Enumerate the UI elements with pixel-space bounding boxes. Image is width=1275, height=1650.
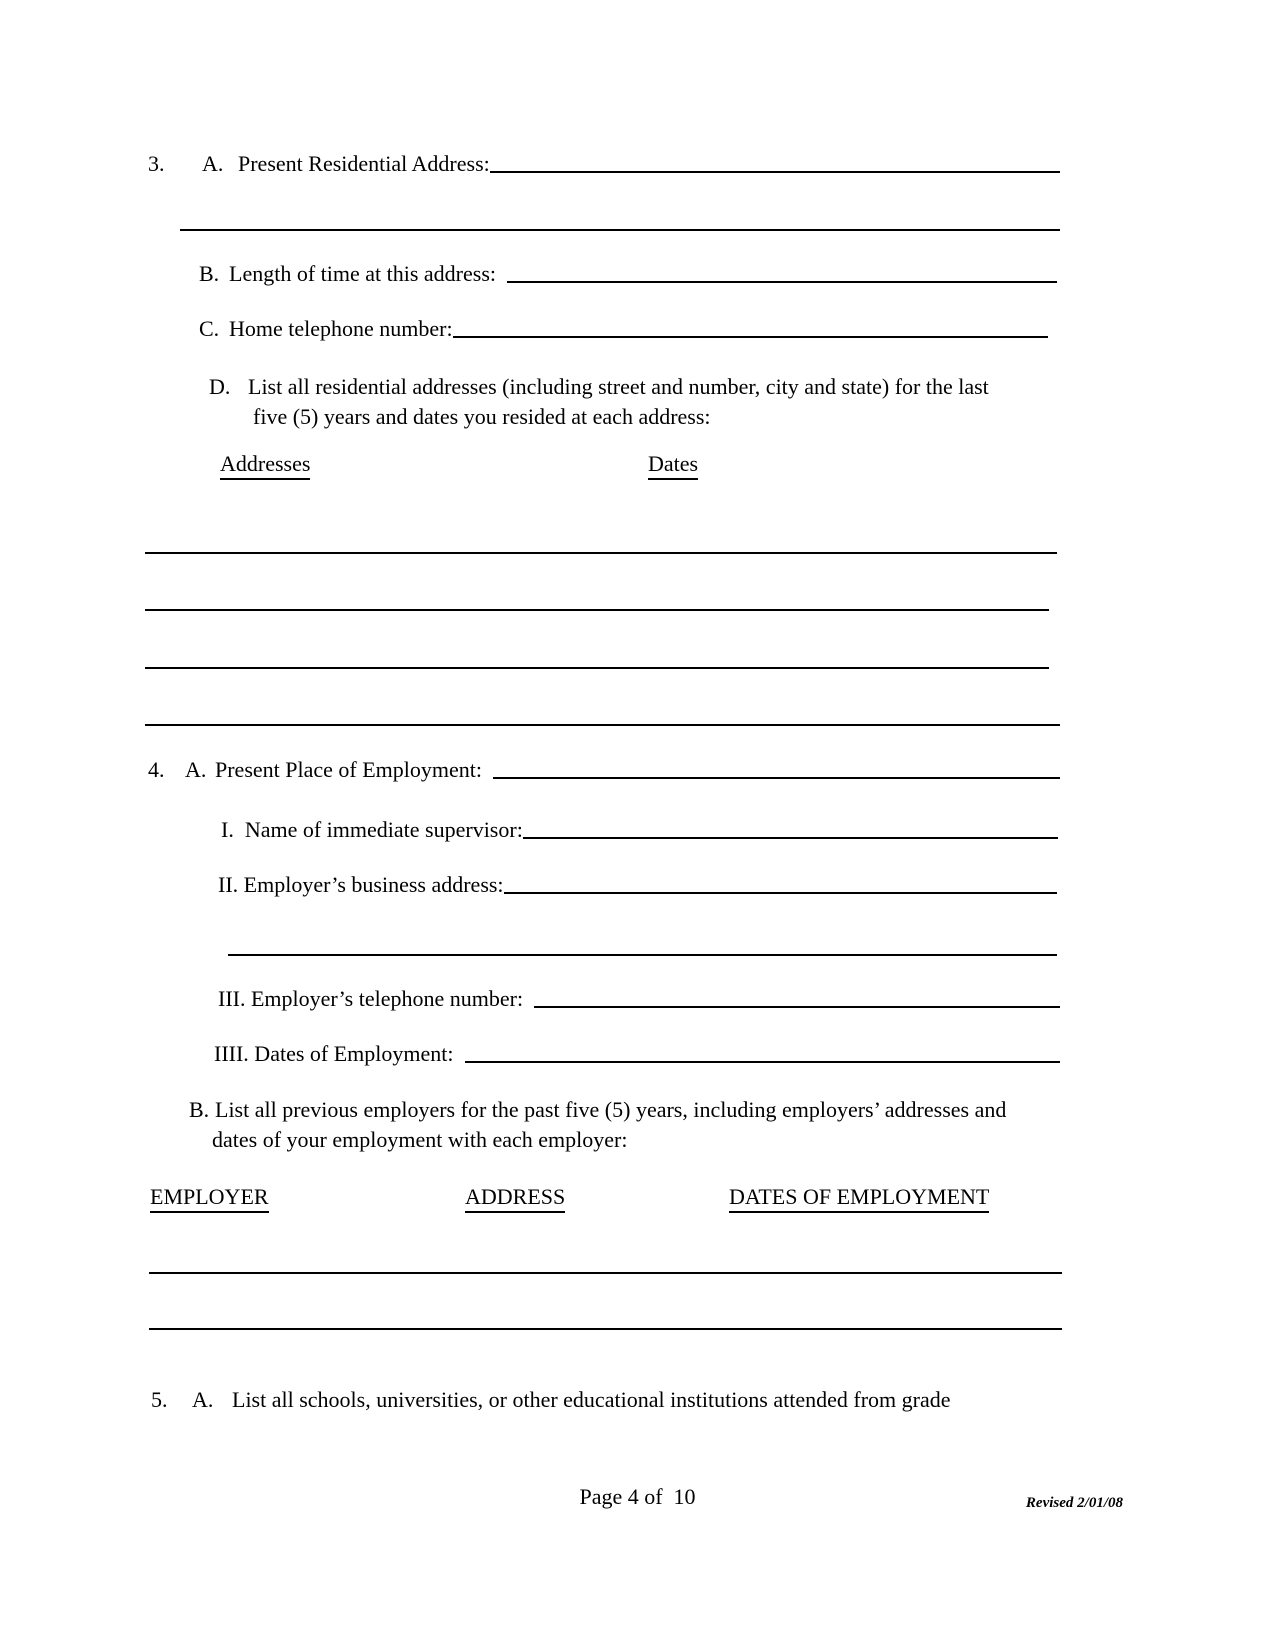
- question-3-number: 3.: [148, 151, 165, 176]
- address-column-header: [465, 1183, 565, 1213]
- question-5a-letter: A.: [192, 1387, 214, 1412]
- question-4a-ii-row: [218, 871, 1057, 899]
- employer-address-continuation-line[interactable]: [228, 954, 1057, 956]
- question-5a-row: [151, 1386, 951, 1414]
- addresses-column-header: [220, 450, 310, 480]
- question-4a-label: Present Place of Employment:: [215, 757, 493, 782]
- home-telephone-blank-line[interactable]: [453, 336, 1048, 338]
- question-4a-iiii-row: [214, 1040, 1060, 1068]
- question-4a-row: [148, 756, 1060, 784]
- question-3c-letter: C.: [199, 316, 220, 341]
- addresses-header-text: Addresses: [220, 450, 310, 480]
- question-4a-iiii-label: IIII. Dates of Employment:: [214, 1041, 465, 1066]
- revised-date-label: Revised 2/01/08: [1025, 1495, 1123, 1511]
- previous-employer-blank-line-2[interactable]: [149, 1328, 1062, 1330]
- employer-address-blank-line[interactable]: [504, 892, 1057, 894]
- question-4-number: 4.: [148, 757, 165, 782]
- employer-column-header: [150, 1183, 269, 1213]
- residential-address-blank-line-2[interactable]: [145, 609, 1049, 611]
- question-3a-letter: A.: [202, 151, 224, 176]
- question-3d-letter: D.: [209, 374, 231, 399]
- question-3d-text-line2: five (5) years and dates you resided at each address:: [253, 404, 711, 429]
- question-4b-text-line1: List all previous employers for the past five (5) years, including employers’ addresses and: [215, 1097, 1007, 1122]
- question-5-number: 5.: [151, 1387, 168, 1412]
- question-3c-row: [199, 315, 1048, 343]
- question-4b-letter: B.: [189, 1097, 210, 1122]
- supervisor-name-blank-line[interactable]: [523, 837, 1058, 839]
- question-5a-text: List all schools, universities, or other educational institutions attended from grade: [232, 1387, 951, 1412]
- question-4a-i-label: I. Name of immediate supervisor:: [221, 817, 523, 842]
- question-4a-ii-label: II. Employer’s business address:: [218, 872, 504, 897]
- question-3b-letter: B.: [199, 261, 220, 286]
- dates-column-header: [648, 450, 698, 480]
- employer-header-text: EMPLOYER: [150, 1183, 269, 1213]
- question-3c-label: Home telephone number:: [229, 316, 453, 341]
- question-4a-iii-row: [218, 985, 1060, 1013]
- question-4a-iii-label: III. Employer’s telephone number:: [218, 986, 535, 1011]
- place-of-employment-blank-line[interactable]: [493, 777, 1060, 779]
- present-address-blank-line[interactable]: [490, 171, 1060, 173]
- residential-address-blank-line-4[interactable]: [145, 724, 1060, 726]
- present-address-continuation-line[interactable]: [180, 229, 1060, 231]
- question-3a-row: [148, 150, 1060, 178]
- previous-employer-blank-line-1[interactable]: [149, 1272, 1062, 1274]
- question-3b-row: [199, 260, 1057, 288]
- page-number-label: Page 4 of 10: [579, 1484, 696, 1509]
- question-4a-letter: A.: [185, 757, 207, 782]
- dates-of-employment-column-header: [729, 1183, 989, 1213]
- dates-of-employment-blank-line[interactable]: [465, 1061, 1061, 1063]
- residential-address-blank-line-3[interactable]: [145, 667, 1049, 669]
- question-3d-text-line1: List all residential addresses (including street and number, city and state) for the last: [248, 374, 989, 399]
- question-3b-label: Length of time at this address:: [229, 261, 507, 286]
- question-3a-label: Present Residential Address:: [238, 151, 490, 176]
- employer-telephone-blank-line[interactable]: [534, 1006, 1060, 1008]
- address-header-text: ADDRESS: [465, 1183, 565, 1213]
- dates-header-text: Dates: [648, 450, 698, 480]
- residential-address-blank-line-1[interactable]: [145, 552, 1057, 554]
- length-of-time-blank-line[interactable]: [507, 281, 1057, 283]
- question-4b-text-line2: dates of your employment with each employer:: [212, 1127, 628, 1152]
- question-4b-row: [189, 1096, 1006, 1124]
- question-3d-row: [209, 373, 989, 401]
- question-4a-i-row: [221, 816, 1058, 844]
- dates-of-employment-header-text: DATES OF EMPLOYMENT: [729, 1183, 989, 1213]
